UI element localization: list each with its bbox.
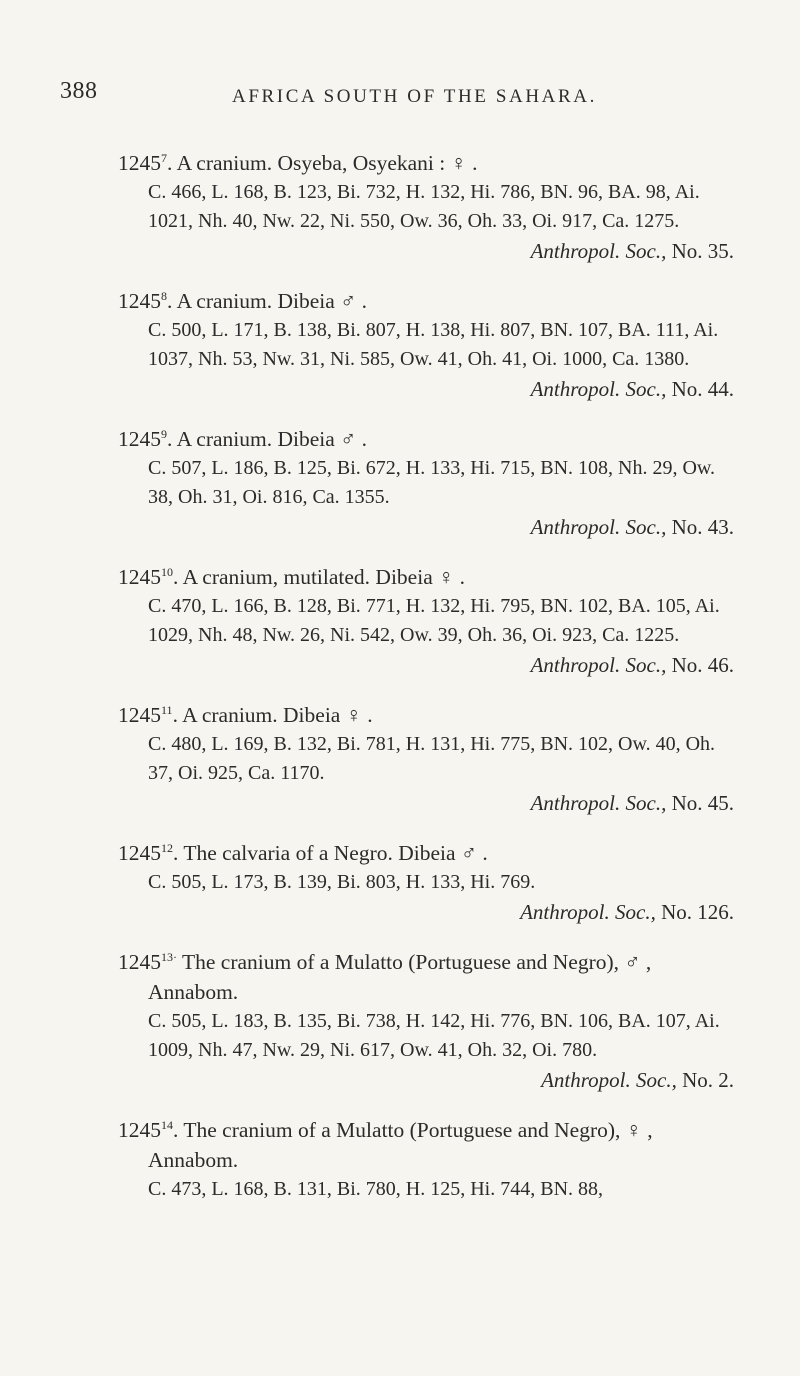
catalogue-entries [118, 148, 738, 1224]
entry-measurements: C. 473, L. 168, B. 131, Bi. 780, H. 125, Hi. 744, BN. 88, [148, 1178, 604, 1200]
entry-heading [118, 148, 738, 178]
entry-source: Anthropol. Soc., No. 44. [530, 377, 734, 401]
entry-number: 1245$^{10}$ [118, 564, 173, 589]
entry-heading [118, 562, 738, 592]
entry-measurements: C. 470, L. 166, B. 128, Bi. 771, H. 132, Hi. 795, BN. 102, BA. 105, Ai. 1029, Nh. 48, Nw. 26, Ni. 542, Ow. 39, Oh. 36, Oi. 923, Ca. 1225. [148, 595, 720, 646]
entry-source: Anthropol. Soc., No. 126. [520, 900, 734, 924]
entry-measurements: C. 480, L. 169, B. 132, Bi. 781, H. 131, Hi. 775, BN. 102, Ow. 40, Oh. 37, Oi. 925, Ca. 1170. [148, 733, 716, 784]
entry-measurements: C. 505, L. 183, B. 135, Bi. 738, H. 142, Hi. 776, BN. 106, BA. 107, Ai. 1009, Nh. 47, Nw. 29, Ni. 617, Ow. 41, Oh. 32, Oi. 780. [148, 1010, 720, 1061]
entry-measurements: C. 500, L. 171, B. 138, Bi. 807, H. 138, Hi. 807, BN. 107, BA. 111, Ai. 1037, Nh. 53, Nw. 31, Ni. 585, Ow. 41, Oh. 41, Oi. 1000, Ca. 1380. [148, 319, 719, 370]
catalogue-entry [118, 700, 738, 818]
entry-source: Anthropol. Soc., No. 45. [530, 791, 734, 815]
entry-source: Anthropol. Soc., No. 43. [530, 515, 734, 539]
entry-heading [118, 947, 738, 977]
catalogue-entry [118, 1115, 738, 1204]
entry-number: 1245$^{11}$ [118, 702, 173, 727]
entry-description: . A cranium. Dibeia ♂ . [167, 427, 368, 451]
entry-number: $1245^{13\cdot}$ [118, 949, 177, 974]
entry-description: The cranium of a Mulatto (Portuguese and Negro), ♂ , [177, 950, 652, 974]
catalogue-entry [118, 424, 738, 542]
catalogue-entry [118, 562, 738, 680]
running-head: AFRICA SOUTH OF THE SAHARA. [232, 86, 597, 107]
entry-heading [118, 838, 738, 868]
entry-heading [118, 286, 738, 316]
entry-locality: Annabom. [148, 980, 239, 1004]
catalogue-entry [118, 148, 738, 266]
entry-source: Anthropol. Soc., No. 35. [530, 239, 734, 263]
entry-heading [118, 1115, 738, 1145]
catalogue-entry [118, 838, 738, 927]
entry-description: . The cranium of a Mulatto (Portuguese and Negro), ♀ , [173, 1118, 653, 1142]
entry-measurements: C. 507, L. 186, B. 125, Bi. 672, H. 133, Hi. 715, BN. 108, Nh. 29, Ow. 38, Oh. 31, Oi. 816, Ca. 1355. [148, 457, 716, 508]
entry-locality: Annabom. [148, 1148, 239, 1172]
entry-heading [118, 700, 738, 730]
entry-description: . A cranium. Dibeia ♂ . [167, 289, 368, 313]
entry-description: . A cranium. Dibeia ♀ . [172, 703, 373, 727]
entry-source: Anthropol. Soc., No. 46. [530, 653, 734, 677]
entry-measurements: C. 505, L. 173, B. 139, Bi. 803, H. 133, Hi. 769. [148, 871, 536, 893]
catalogue-entry [118, 286, 738, 404]
entry-number: 1245$^8$ [118, 288, 167, 313]
entry-number: 1245$^7$ [118, 150, 167, 175]
entry-description: . The calvaria of a Negro. Dibeia ♂ . [173, 841, 488, 865]
entry-heading [118, 424, 738, 454]
entry-number: 1245$^{12}$ [118, 840, 173, 865]
entry-measurements: C. 466, L. 168, B. 123, Bi. 732, H. 132, Hi. 786, BN. 96, BA. 98, Ai. 1021, Nh. 40, Nw. 22, Ni. 550, Ow. 36, Oh. 33, Oi. 917, Ca. 1275. [148, 181, 700, 232]
entry-description: . A cranium, mutilated. Dibeia ♀ . [173, 565, 465, 589]
entry-description: . A cranium. Osyeba, Osyekani : ♀ . [167, 151, 478, 175]
entry-number: 1245$^9$ [118, 426, 167, 451]
entry-source: Anthropol. Soc., No. 2. [541, 1068, 734, 1092]
page-number: 388 [60, 78, 98, 104]
entry-number: 1245$^{14}$ [118, 1117, 173, 1142]
catalogue-entry [118, 947, 738, 1095]
